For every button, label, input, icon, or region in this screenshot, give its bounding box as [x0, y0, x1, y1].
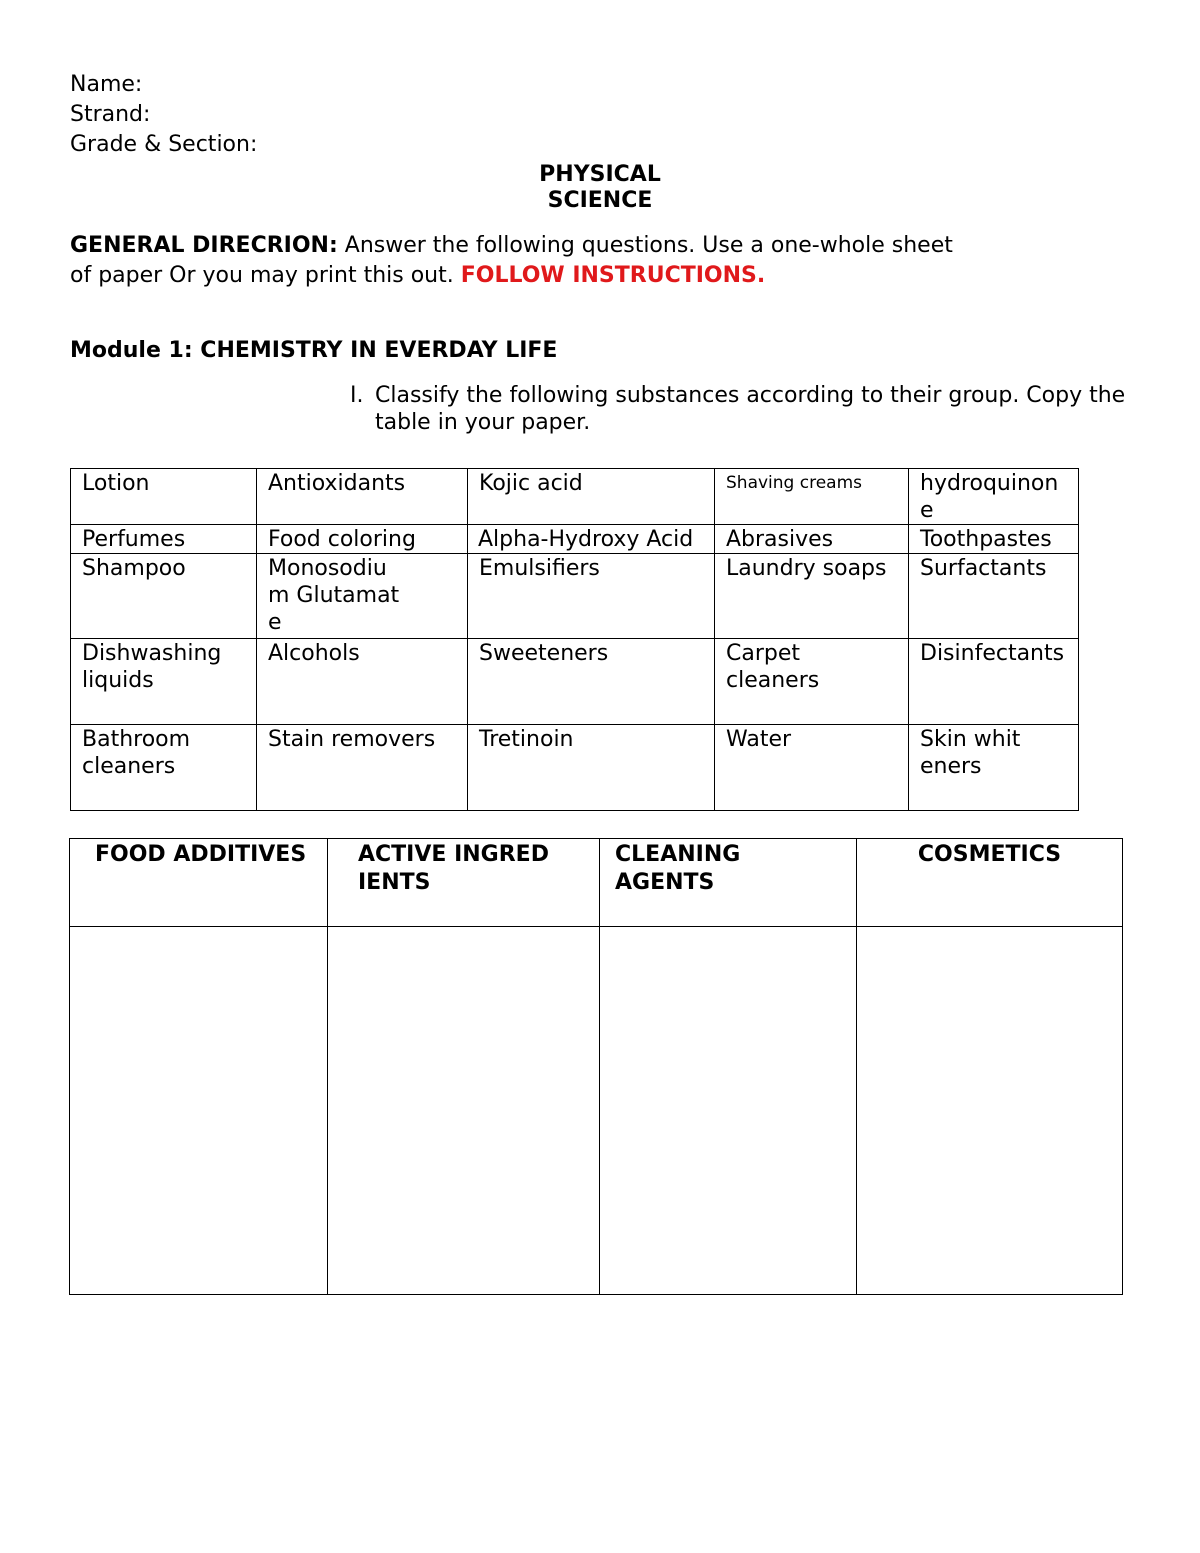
table-cell: Kojic acid: [468, 469, 715, 525]
table-cell: Bathroom cleaners: [71, 725, 257, 811]
table-row: [71, 525, 1079, 554]
follow-instructions-emphasis: FOLLOW INSTRUCTIONS.: [460, 263, 766, 288]
header-active-ingredients: ACTIVE INGREDIENTS: [328, 839, 600, 927]
table-cell: Skin whiteners: [909, 725, 1079, 811]
table-row: [71, 469, 1079, 525]
general-direction: [70, 231, 1070, 291]
document-title-line1: PHYSICAL: [539, 162, 661, 187]
table-cell: hydroquinone: [909, 469, 1079, 525]
table-cell: Carpet cleaners: [715, 639, 909, 725]
strand-field-label: Strand:: [70, 102, 151, 127]
name-field-label: Name:: [70, 72, 143, 97]
table-cell: Food coloring: [257, 525, 468, 554]
table-cell: Sweeteners: [468, 639, 715, 725]
food-additives-answer-cell[interactable]: [70, 927, 328, 1295]
table-cell: Tretinoin: [468, 725, 715, 811]
document-title-line2: SCIENCE: [547, 188, 653, 213]
table-cell: Perfumes: [71, 525, 257, 554]
cosmetics-answer-cell[interactable]: [857, 927, 1123, 1295]
classification-table: [69, 838, 1123, 1295]
substances-table: [70, 468, 1079, 811]
table-cell: Monosodium Glutamate: [257, 554, 468, 639]
general-direction-text-line2: of paper Or you may print this out.: [70, 263, 461, 288]
instruction-number: I.: [350, 383, 364, 408]
general-direction-label: GENERAL DIRECRION:: [70, 233, 338, 258]
instruction-text: Classify the following substances according to their group. Copy the table in your paper.: [375, 383, 1126, 435]
table-row: [71, 639, 1079, 725]
table-cell: Antioxidants: [257, 469, 468, 525]
table-cell: Laundry soaps: [715, 554, 909, 639]
table-cell: Shaving creams: [715, 469, 909, 525]
cleaning-agents-answer-cell[interactable]: [600, 927, 857, 1295]
table-cell: Alpha-Hydroxy Acid: [468, 525, 715, 554]
table-cell: Shampoo: [71, 554, 257, 639]
table-cell: Alcohols: [257, 639, 468, 725]
table-cell: Dishwashing liquids: [71, 639, 257, 725]
table-row: [70, 927, 1123, 1295]
table-cell: Water: [715, 725, 909, 811]
module-title: Module 1: CHEMISTRY IN EVERDAY LIFE: [70, 338, 558, 363]
table-cell: Surfactants: [909, 554, 1079, 639]
general-direction-text-line1: Answer the following questions. Use a one-whole sheet: [337, 233, 953, 258]
table-cell: Toothpastes: [909, 525, 1079, 554]
table-cell: Emulsifiers: [468, 554, 715, 639]
table-cell: Stain removers: [257, 725, 468, 811]
header-cleaning-agents: CLEANING AGENTS: [600, 839, 857, 927]
table-row: [71, 554, 1079, 639]
table-header-row: [70, 839, 1123, 927]
table-cell: Abrasives: [715, 525, 909, 554]
table-cell: Lotion: [71, 469, 257, 525]
table-row: [71, 725, 1079, 811]
grade-section-field-label: Grade & Section:: [70, 132, 258, 157]
header-food-additives: FOOD ADDITIVES: [70, 839, 328, 927]
header-cosmetics: COSMETICS: [857, 839, 1123, 927]
table-cell: Disinfectants: [909, 639, 1079, 725]
active-ingredients-answer-cell[interactable]: [328, 927, 600, 1295]
